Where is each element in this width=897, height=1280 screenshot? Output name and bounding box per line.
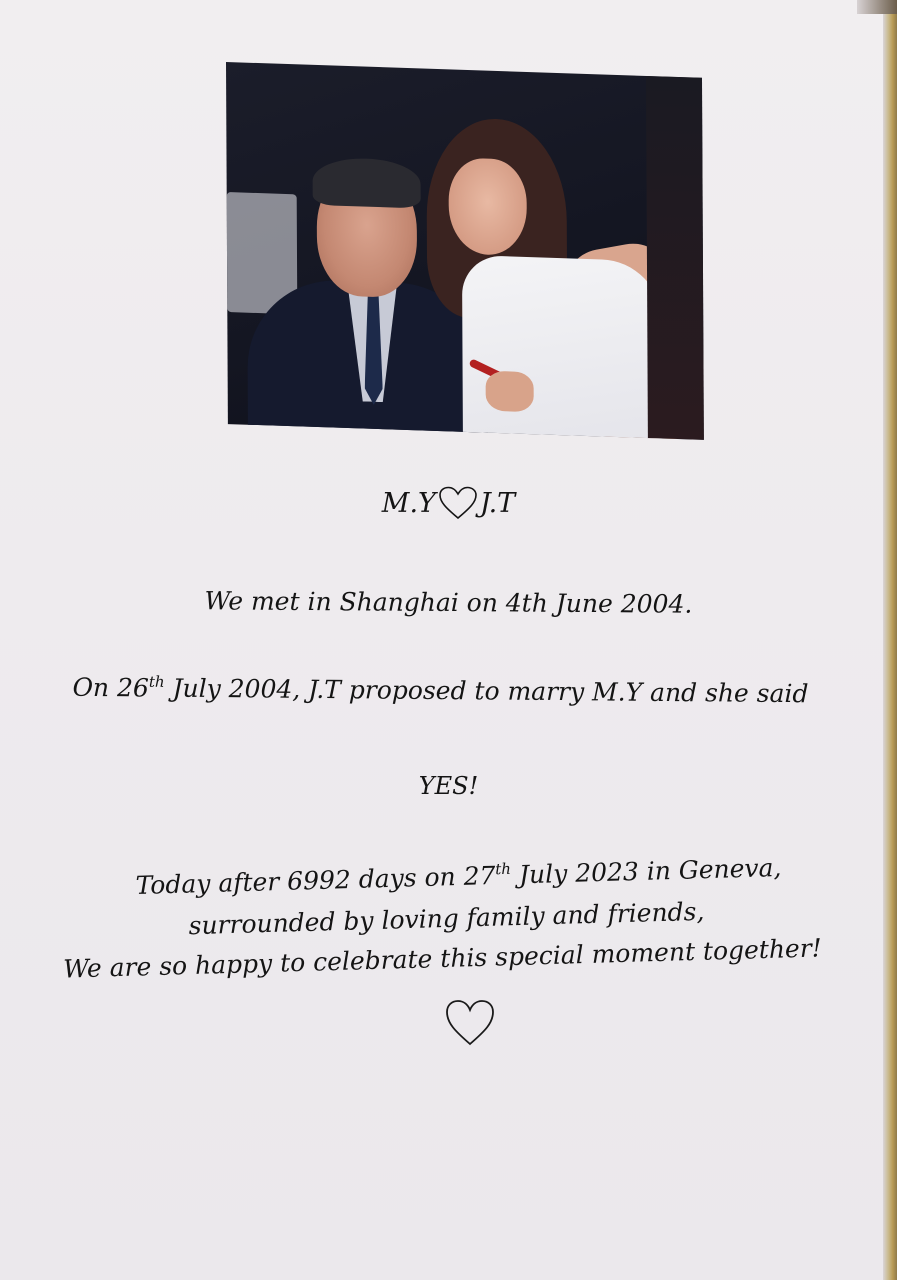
photo-man-hair bbox=[312, 157, 420, 209]
photo-white-cloth bbox=[462, 255, 663, 440]
page-corner bbox=[857, 0, 897, 14]
today-date-suffix: th bbox=[494, 859, 512, 879]
initials-heading bbox=[0, 486, 897, 520]
initials-right: J.T bbox=[479, 488, 516, 519]
photo-dark-edge bbox=[646, 76, 704, 440]
proposal-text: July 2004, J.T proposed to marry M.Y and she said bbox=[164, 673, 809, 709]
couple-photo bbox=[226, 62, 704, 440]
heart-outline-icon bbox=[438, 486, 478, 520]
photo-hand bbox=[486, 371, 534, 413]
proposal-date-day: On 26 bbox=[72, 672, 149, 703]
today-text: July 2023 in Geneva, bbox=[510, 852, 782, 890]
today-date-day: Today after 6992 days on 27 bbox=[135, 860, 496, 901]
yes-line: YES! bbox=[418, 772, 479, 800]
initials-left: M.Y bbox=[381, 488, 436, 519]
proposal-line bbox=[0, 672, 889, 709]
celebrate-line: We are so happy to celebrate this special moment together! bbox=[62, 933, 823, 984]
gilt-page-edge bbox=[883, 0, 897, 1280]
proposal-date-suffix: th bbox=[148, 672, 165, 691]
surrounded-line: surrounded by loving family and friends, bbox=[188, 896, 705, 941]
heart-outline-icon bbox=[444, 998, 496, 1048]
met-line: We met in Shanghai on 4th June 2004. bbox=[204, 586, 693, 619]
